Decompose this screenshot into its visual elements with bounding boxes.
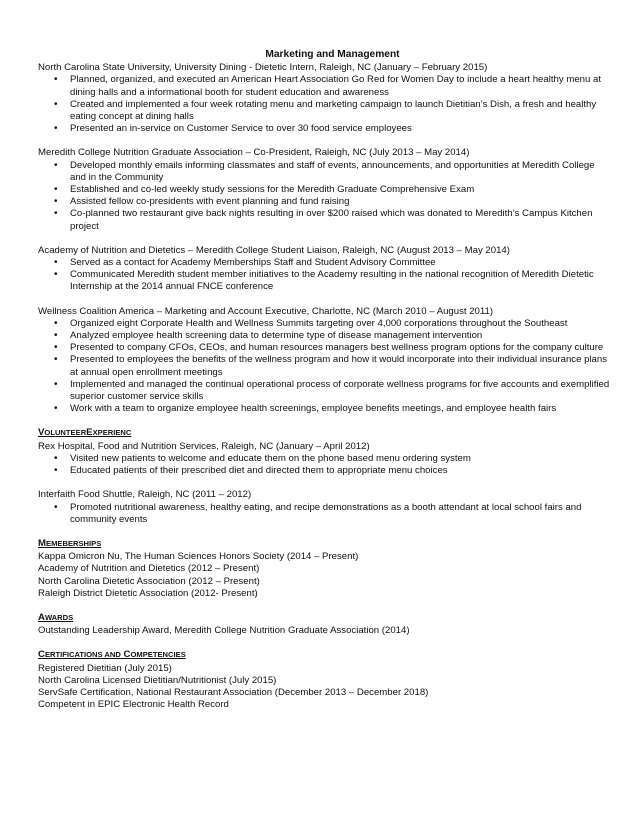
section-heading-awards: AWARDS [38, 611, 74, 623]
bullet-item: • Assisted fellow co-presidents with event planning and fund raising [38, 196, 613, 208]
bullet-item: • Established and co-led weekly study sessions for the Meredith Graduate Comprehensive Exam [38, 184, 613, 196]
section-heading-certifications: CERTIFICATIONS AND COMPETENCIES [38, 649, 186, 661]
bullet-item: • Presented to company CFOs, CEOs, and human resources managers best wellness program options for the company culture [38, 342, 613, 354]
section-heading-volunteer: VOLUNTEEREXPERIENC [38, 427, 132, 439]
entry-heading: Wellness Coalition America – Marketing and Account Executive, Charlotte, NC (March 2010 – August 2011) [38, 305, 494, 317]
volunteer-entry [38, 441, 613, 478]
membership-item: North Carolina Dietetic Association (2012 – Present) [38, 575, 260, 587]
entry-heading: Academy of Nutrition and Dietetics – Meredith College Student Liaison, Raleigh, NC (August 2013 – May 2014) [38, 244, 510, 256]
bullet-item: • Created and implemented a four week rotating menu and marketing campaign to launch Dietitian’s Dish, a fresh and healthy eating concept at dining halls [38, 99, 613, 123]
certification-item: Competent in EPIC Electronic Health Record [38, 699, 229, 711]
bullet-list [38, 502, 613, 526]
certification-item: ServSafe Certification, National Restaurant Association (December 2013 – December 2018) [38, 686, 429, 698]
entry-heading: North Carolina State University, University Dining - Dietetic Intern, Raleigh, NC (January – February 2015) [38, 62, 488, 74]
experience-entry [38, 245, 613, 294]
bullet-list [38, 160, 613, 233]
membership-item: Kappa Omicron Nu, The Human Sciences Honors Society (2014 – Present) [38, 551, 359, 563]
bullet-item: • Co-planned two restaurant give back nights resulting in over $200 raised which was donated to Meredith’s Campus Kitchen project [38, 208, 613, 232]
certification-item: Registered Dietitian (July 2015) [38, 662, 172, 674]
bullet-item: • Presented to employees the benefits of the wellness program and how it would incorporate into their individual insurance plans at annual open enrollment meetings [38, 354, 613, 378]
memberships-section [38, 538, 613, 600]
bullet-item: • Planned, organized, and executed an American Heart Association Go Red for Women Day to include a heart healthy menu at dining halls and a informational booth for student education and awareness [38, 74, 613, 98]
awards-section [38, 612, 613, 637]
bullet-item: • Analyzed employee health screening data to determine type of disease management intervention [38, 330, 613, 342]
entry-heading: Meredith College Nutrition Graduate Association – Co-President, Raleigh, NC (July 2013 – May 2014) [38, 147, 470, 159]
section-title-marketing: Marketing and Management [265, 49, 400, 60]
bullet-list [38, 257, 613, 294]
bullet-list [38, 74, 613, 135]
bullet-list [38, 318, 613, 416]
bullet-item: • Developed monthly emails informing classmates and staff of events, announcements, and opportunities at Meredith College and in the Community [38, 160, 613, 184]
bullet-item: • Implemented and managed the continual operational process of corporate wellness programs for five accounts and exemplified superior customer service skills [38, 379, 613, 403]
volunteer-entry [38, 489, 613, 526]
experience-entry [38, 147, 613, 232]
experience-entry [38, 306, 613, 416]
entry-heading: Interfaith Food Shuttle, Raleigh, NC (2011 – 2012) [38, 489, 252, 501]
membership-item: Academy of Nutrition and Dietetics (2012 – Present) [38, 563, 260, 575]
bullet-item: • Communicated Meredith student member initiatives to the Academy resulting in the national recognition of Meredith Dietetic Internship at the 2014 annual FNCE conference [38, 269, 613, 293]
bullet-item: • Organized eight Corporate Health and Wellness Summits targeting over 4,000 corporations throughout the Southeast [38, 318, 613, 330]
bullet-item: • Promoted nutritional awareness, healthy eating, and recipe demonstrations as a booth attendant at local school fairs and community events [38, 502, 613, 526]
bullet-list [38, 453, 613, 477]
certifications-section [38, 649, 613, 711]
membership-item: Raleigh District Dietetic Association (2012- Present) [38, 587, 258, 599]
entry-heading: Rex Hospital, Food and Nutrition Services, Raleigh, NC (January – April 2012) [38, 440, 370, 452]
award-item: Outstanding Leadership Award, Meredith College Nutrition Graduate Association (2014) [38, 625, 410, 637]
bullet-item: • Served as a contact for Academy Memberships Staff and Student Advisory Committee [38, 257, 613, 269]
experience-entry [38, 62, 613, 135]
bullet-item: • Educated patients of their prescribed diet and directed them to appropriate menu choices [38, 465, 613, 477]
bullet-item: • Work with a team to organize employee health screenings, employee benefits meetings, and employee health fairs [38, 403, 613, 415]
bullet-item: • Visited new patients to welcome and educate them on the phone based menu ordering system [38, 453, 613, 465]
section-heading-memberships: MEMEBERSHIPS [38, 537, 102, 549]
resume-content [38, 49, 613, 723]
volunteer-section [38, 427, 613, 525]
certification-item: North Carolina Licensed Dietitian/Nutritionist (July 2015) [38, 674, 277, 686]
bullet-item: • Presented an in-service on Customer Service to over 30 food service employees [38, 123, 613, 135]
